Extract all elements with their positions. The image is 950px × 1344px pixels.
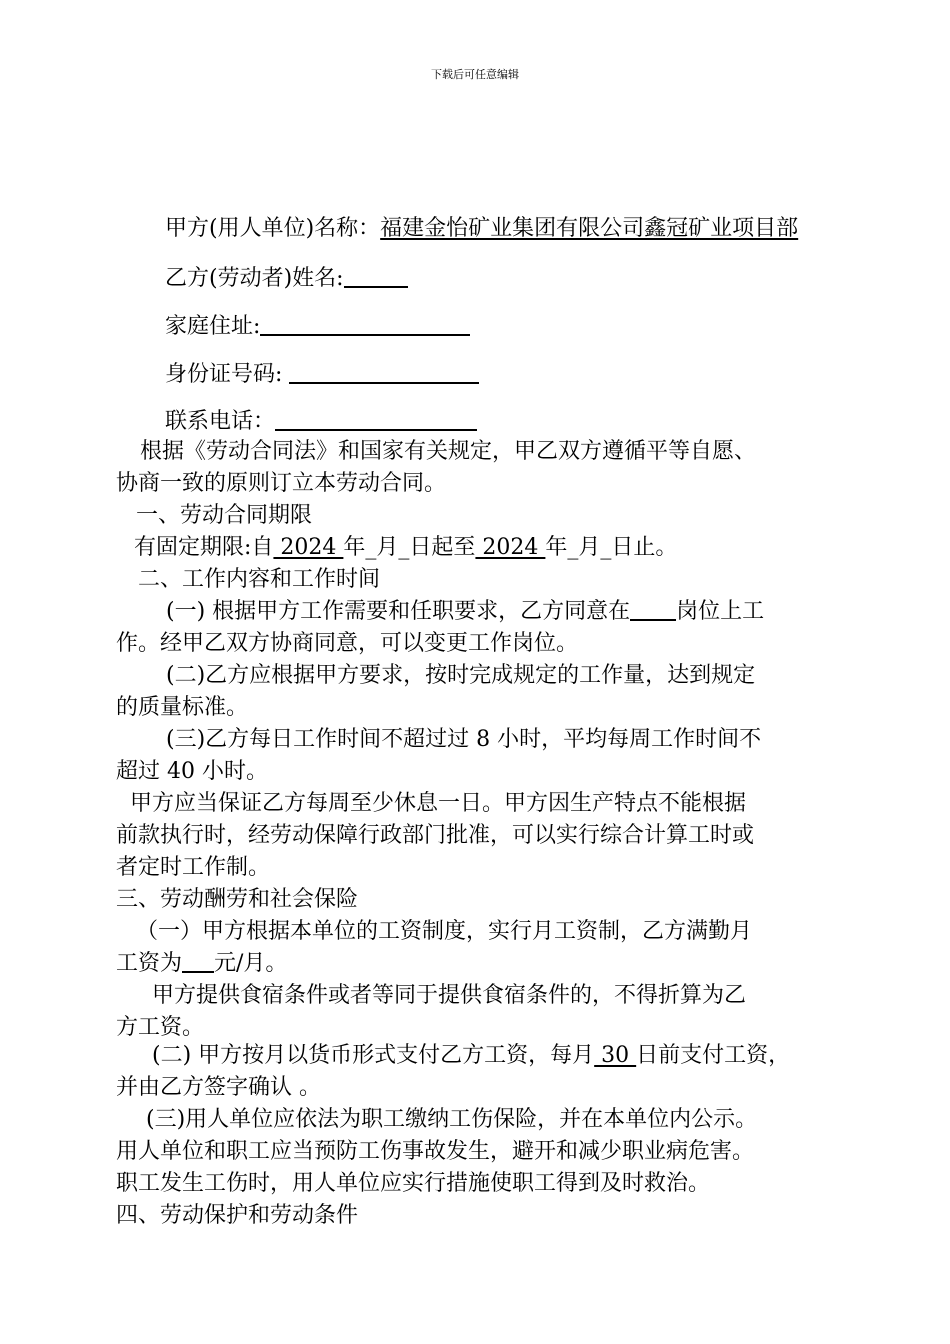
id-number-label: 身份证号码: [165, 362, 290, 387]
term-line [116, 535, 878, 561]
s2-p1-text-end: 岗位上工 [676, 599, 765, 624]
salary-text: 工资为 [116, 951, 183, 976]
salary-blank [182, 951, 214, 973]
s3-p3-text-end: 日前支付工资， [636, 1043, 791, 1068]
pay-day: 30 [594, 1043, 637, 1068]
intro-line-1: 根据《劳动合同法》和国家有关规定，甲乙双方遵循平等自愿、 [140, 439, 757, 464]
party-a-label: 甲方(用人单位)名称： [165, 216, 381, 241]
s3-p3-line-1 [116, 1043, 896, 1069]
s3-p4-line-2: 用人单位和职工应当预防工伤事故发生，避开和减少职业病危害。 [116, 1139, 755, 1164]
term-text-start: 有固定期限:自 [134, 535, 274, 560]
section-4-title: 四、劳动保护和劳动条件 [116, 1203, 359, 1228]
s2-p2-line-2: 的质量标准。 [116, 695, 249, 720]
term-start-year: 2024 [273, 535, 344, 560]
party-a-field [165, 216, 798, 242]
address-field [165, 314, 470, 340]
s3-p3-line-2: 并由乙方签字确认 。 [116, 1075, 321, 1100]
s3-p3-text: (二) 甲方按月以货币形式支付乙方工资，每月 [152, 1043, 595, 1068]
id-number-field [165, 362, 479, 388]
s3-p1-line-2 [116, 951, 860, 977]
s3-p1-line-1: （一）甲方根据本单位的工资制度，实行月工资制，乙方满勤月 [136, 919, 753, 944]
id-number-blank [289, 362, 479, 384]
term-text-middle: 年_月_日起至 [343, 535, 476, 560]
section-2-title: 二、工作内容和工作时间 [138, 567, 381, 592]
s2-p3-line-2: 超过 40 小时。 [116, 759, 268, 784]
address-blank [260, 314, 470, 336]
phone-field [165, 409, 477, 435]
position-blank [630, 599, 676, 621]
intro-line-2: 协商一致的原则订立本劳动合同。 [116, 471, 447, 496]
party-b-field [165, 266, 408, 292]
phone-blank [275, 409, 477, 431]
s2-p2-line-1: (二)乙方应根据甲方要求，按时完成规定的工作量，达到规定 [166, 663, 756, 688]
phone-label: 联系电话： [165, 409, 276, 434]
section-1-title: 一、劳动合同期限 [136, 503, 313, 528]
s2-p4-line-3: 者定时工作制。 [116, 855, 271, 880]
s3-p2-line-1: 甲方提供食宿条件或者等同于提供食宿条件的，不得折算为乙 [152, 983, 747, 1008]
party-a-value: 福建金怡矿业集团有限公司鑫冠矿业项目部 [380, 216, 799, 241]
page-header: 下载后可任意编辑 [431, 68, 519, 81]
s2-p4-line-2: 前款执行时，经劳动保障行政部门批准，可以实行综合计算工时或 [116, 823, 755, 848]
party-b-label: 乙方(劳动者)姓名: [165, 266, 344, 291]
party-b-name-blank [344, 266, 408, 288]
s2-p1-text: (一) 根据甲方工作需要和任职要求，乙方同意在 [166, 599, 631, 624]
s2-p4-line-1: 甲方应当保证乙方每周至少休息一日。甲方因生产特点不能根据 [130, 791, 747, 816]
salary-unit: 元/月。 [214, 951, 288, 976]
s3-p4-line-1: (三)用人单位应依法为职工缴纳工伤保险，并在本单位内公示。 [146, 1107, 758, 1132]
address-label: 家庭住址: [165, 314, 261, 339]
term-text-end: 年_月_日止。 [545, 535, 678, 560]
s2-p3-line-1: (三)乙方每日工作时间不超过过 8 小时，平均每周工作时间不 [166, 727, 762, 752]
s2-p1-line-1 [116, 599, 910, 625]
s2-p1-line-2: 作。经甲乙双方协商同意，可以变更工作岗位。 [116, 631, 579, 656]
s3-p2-line-2: 方工资。 [116, 1015, 205, 1040]
section-3-title: 三、劳动酬劳和社会保险 [116, 887, 359, 912]
s3-p4-line-3: 职工发生工伤时，用人单位应实行措施使职工得到及时救治。 [116, 1171, 711, 1196]
term-end-year: 2024 [475, 535, 546, 560]
